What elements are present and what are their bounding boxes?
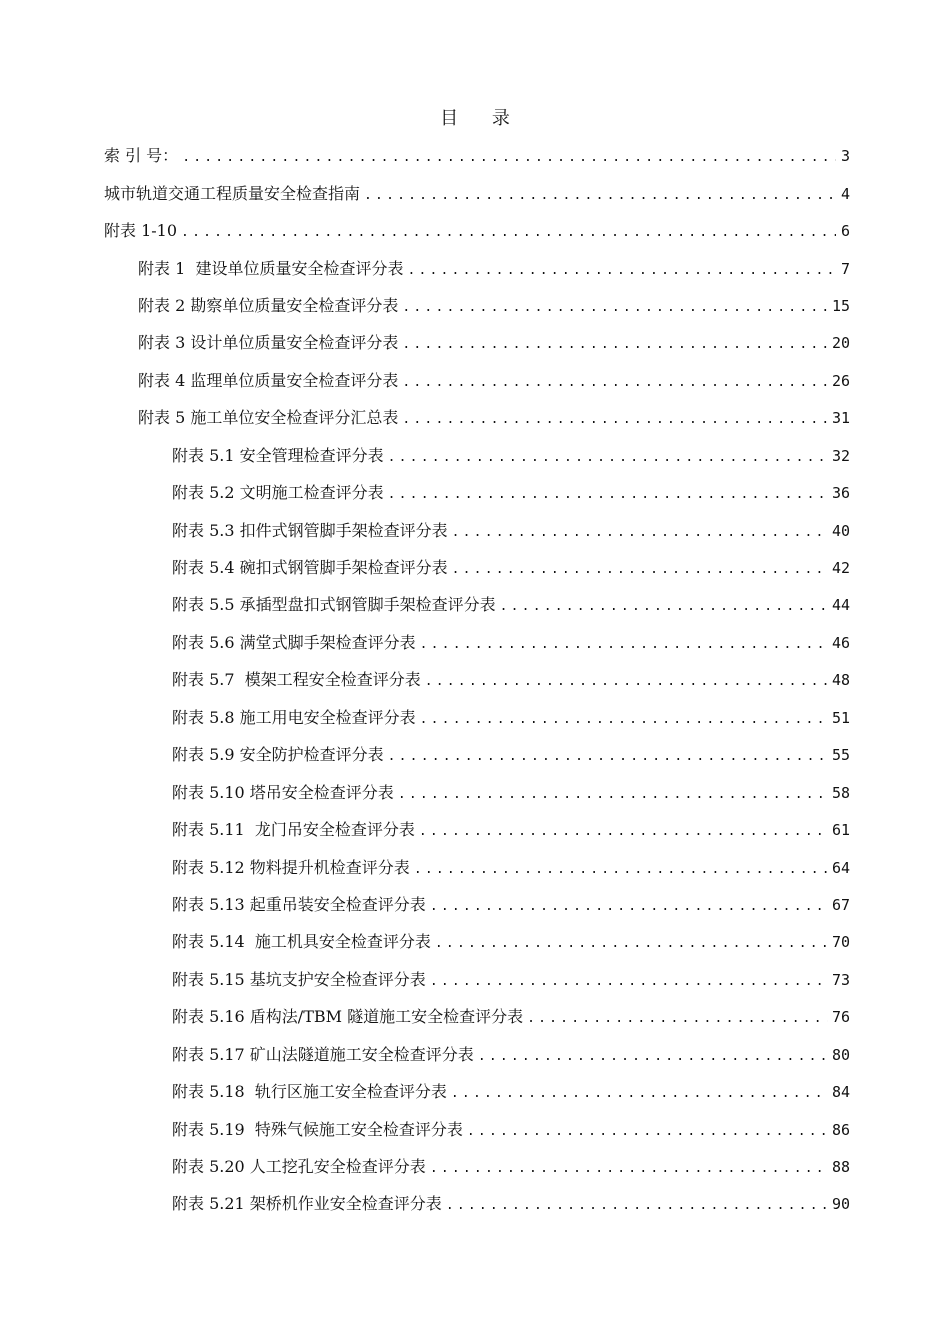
toc-entry-page-number: 3 [840,147,850,166]
toc-entry-line [172,480,850,503]
toc-entry-page-number: 26 [831,371,850,390]
toc-entry[interactable] [0,436,950,473]
toc-entry-page-number: 58 [831,783,850,802]
toc-entry-page-number: 40 [831,521,850,540]
toc-dot-leader [388,450,828,465]
toc-dot-leader [500,599,828,614]
toc-entry[interactable] [0,248,950,285]
toc-entry-label: 附表 5.12 物料提升机检查评分表 [172,857,410,877]
toc-dot-leader [407,263,836,278]
toc-entry-line [138,293,850,316]
toc-entry-line [138,368,850,391]
toc-entry-line [172,892,850,915]
toc-entry[interactable] [0,772,950,809]
toc-entry[interactable] [0,847,950,884]
toc-entry[interactable] [0,1184,950,1221]
toc-dot-leader [451,1086,828,1101]
toc-entry[interactable] [0,473,950,510]
toc-entry[interactable] [0,1072,950,1109]
toc-entry-line [172,742,850,765]
toc-entry-page-number: 31 [831,409,850,428]
toc-entry[interactable] [0,698,950,735]
toc-entry[interactable] [0,211,950,248]
toc-entry-page-number: 4 [840,184,850,203]
toc-entry-label: 附表 5 施工单位安全检查评分汇总表 [138,408,399,428]
toc-dot-leader [478,1049,828,1064]
toc-entry-line [172,1117,850,1140]
toc-entry-line [172,1154,850,1177]
toc-dot-leader [467,1124,828,1139]
toc-dot-leader [182,150,836,165]
toc-entry-label: 索 引 号： [104,146,179,166]
toc-entry-line [104,181,850,204]
page-title: 目 录 [440,108,524,129]
table-of-contents [0,136,950,1222]
toc-entry-page-number: 64 [831,858,850,877]
toc-dot-leader [402,337,828,352]
toc-entry[interactable] [0,922,950,959]
toc-dot-leader [414,862,828,877]
toc-entry-label: 附表 5.9 安全防护检查评分表 [172,745,384,765]
toc-entry-label: 附表 5.21 架桥机作业安全检查评分表 [172,1194,442,1214]
toc-entry[interactable] [0,810,950,847]
toc-entry[interactable] [0,660,950,697]
toc-entry-line [104,143,850,166]
toc-dot-leader [446,1198,828,1213]
toc-entry-label: 附表 5.15 基坑支护安全检查评分表 [172,969,426,989]
toc-entry-page-number: 80 [831,1045,850,1064]
toc-entry[interactable] [0,548,950,585]
toc-entry-page-number: 88 [831,1158,850,1177]
toc-entry-label: 附表 1-10 [104,221,178,241]
toc-entry-label: 附表 5.10 塔吊安全检查评分表 [172,782,394,802]
toc-entry[interactable] [0,286,950,323]
toc-entry-line [172,705,850,728]
toc-entry-page-number: 76 [831,1008,850,1027]
toc-entry-line [172,780,850,803]
toc-entry-label: 附表 5.16 盾构法/TBM 隧道施工安全检查评分表 [172,1007,524,1027]
toc-entry-page-number: 15 [831,296,850,315]
toc-entry-label: 附表 5.2 文明施工检查评分表 [172,483,384,503]
toc-entry-line [138,405,850,428]
toc-dot-leader [402,412,828,427]
toc-dot-leader [425,674,828,689]
toc-entry-page-number: 36 [831,484,850,503]
toc-entry-line [138,256,850,279]
toc-dot-leader [402,375,828,390]
toc-entry[interactable] [0,623,950,660]
toc-entry-line [172,929,850,952]
toc-entry-page-number: 61 [831,821,850,840]
toc-entry[interactable] [0,1109,950,1146]
toc-entry-label: 附表 5.18 轨行区施工安全检查评分表 [172,1082,447,1102]
toc-entry[interactable] [0,323,950,360]
toc-entry-label: 附表 5.14 施工机具安全检查评分表 [172,932,431,952]
toc-entry-line [172,855,850,878]
toc-dot-leader [402,300,828,315]
toc-entry-page-number: 7 [840,259,850,278]
toc-entry[interactable] [0,510,950,547]
toc-entry-page-number: 20 [831,334,850,353]
toc-entry[interactable] [0,136,950,173]
toc-entry-line [172,555,850,578]
toc-entry-line [172,967,850,990]
toc-dot-leader [527,1011,828,1026]
toc-entry-line [172,1042,850,1065]
toc-dot-leader [430,974,828,989]
toc-entry-page-number: 44 [831,596,850,615]
toc-entry-page-number: 48 [831,671,850,690]
toc-entry[interactable] [0,585,950,622]
toc-entry-label: 附表 5.17 矿山法隧道施工安全检查评分表 [172,1044,474,1064]
toc-entry-line [138,330,850,353]
toc-dot-leader [420,637,828,652]
toc-dot-leader [430,899,828,914]
toc-entry-label: 附表 4 监理单位质量安全检查评分表 [138,370,399,390]
toc-entry[interactable] [0,398,950,435]
toc-entry-label: 附表 5.5 承插型盘扣式钢管脚手架检查评分表 [172,595,496,615]
toc-dot-leader [181,225,836,240]
toc-entry[interactable] [0,735,950,772]
toc-entry-line [172,592,850,615]
toc-entry-page-number: 51 [831,708,850,727]
toc-entry-line [172,518,850,541]
toc-entry-page-number: 90 [831,1195,850,1214]
toc-entry-page-number: 70 [831,933,850,952]
toc-entry-line [172,443,850,466]
toc-entry-label: 附表 5.1 安全管理检查评分表 [172,445,384,465]
toc-dot-leader [364,188,836,203]
toc-entry-page-number: 6 [840,222,850,241]
toc-entry[interactable] [0,960,950,997]
toc-entry-line [172,1004,850,1027]
toc-entry-page-number: 42 [831,559,850,578]
toc-entry-line [172,817,850,840]
toc-entry-label: 附表 5.8 施工用电安全检查评分表 [172,707,416,727]
toc-entry-label: 附表 5.4 碗扣式钢管脚手架检查评分表 [172,558,448,578]
toc-dot-leader [420,712,828,727]
toc-entry-line [172,1191,850,1214]
toc-entry-line [172,630,850,653]
toc-entry-page-number: 55 [831,746,850,765]
toc-entry-line [172,667,850,690]
toc-dot-leader [419,824,828,839]
toc-entry-page-number: 84 [831,1083,850,1102]
toc-dot-leader [430,1161,828,1176]
toc-entry-page-number: 73 [831,970,850,989]
toc-entry-page-number: 32 [831,446,850,465]
toc-entry-page-number: 86 [831,1120,850,1139]
toc-dot-leader [398,787,828,802]
toc-entry-page-number: 67 [831,895,850,914]
toc-entry-label: 附表 5.19 特殊气候施工安全检查评分表 [172,1119,463,1139]
toc-entry[interactable] [0,1035,950,1072]
toc-entry[interactable] [0,173,950,210]
toc-entry-label: 附表 5.6 满堂式脚手架检查评分表 [172,632,416,652]
toc-entry-label: 附表 5.7 模架工程安全检查评分表 [172,670,421,690]
toc-entry-label: 附表 5.3 扣件式钢管脚手架检查评分表 [172,520,448,540]
toc-entry[interactable] [0,885,950,922]
toc-entry-line [104,218,850,241]
toc-entry-line [172,1079,850,1102]
toc-dot-leader [388,749,828,764]
toc-dot-leader [452,525,828,540]
toc-entry-label: 附表 5.13 起重吊装安全检查评分表 [172,894,426,914]
toc-entry-label: 附表 5.20 人工挖孔安全检查评分表 [172,1157,426,1177]
toc-entry[interactable] [0,997,950,1034]
toc-dot-leader [388,487,828,502]
toc-entry-label: 城市轨道交通工程质量安全检查指南 [104,183,361,203]
toc-entry-label: 附表 3 设计单位质量安全检查评分表 [138,333,399,353]
toc-entry-label: 附表 2 勘察单位质量安全检查评分表 [138,295,399,315]
toc-dot-leader [435,936,828,951]
toc-dot-leader [452,562,828,577]
toc-entry-label: 附表 5.11 龙门吊安全检查评分表 [172,820,415,840]
toc-entry-page-number: 46 [831,633,850,652]
toc-entry-label: 附表 1 建设单位质量安全检查评分表 [138,258,404,278]
toc-entry[interactable] [0,1147,950,1184]
toc-entry[interactable] [0,361,950,398]
